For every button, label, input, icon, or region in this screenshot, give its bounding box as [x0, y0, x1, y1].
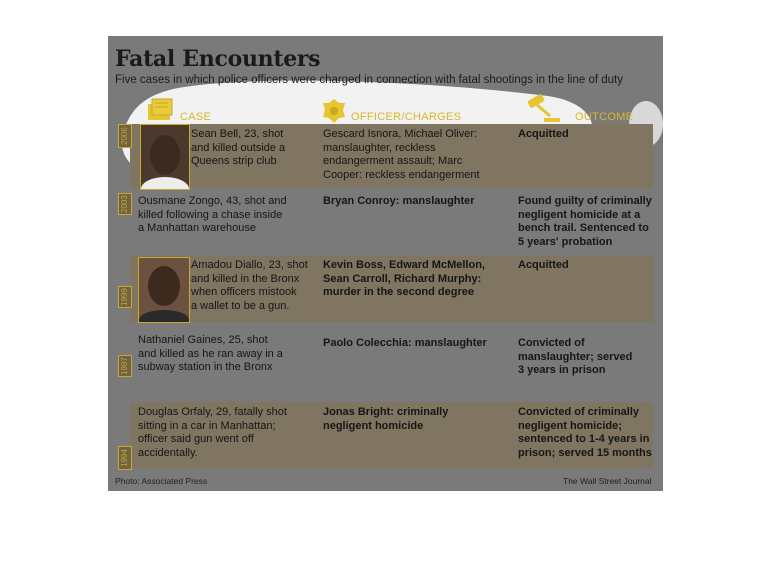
- officer-text: Gescard Isnora, Michael Oliver: manslaughter, reckless endangerment assault; Marc Cooper: reckless endangerment: [323, 128, 480, 181]
- photo-amadou-diallo: [138, 257, 190, 323]
- officer-text: Paolo Colecchia: manslaughter: [323, 337, 487, 349]
- officer-text: Jonas Bright: criminally negligent homicide: [323, 406, 449, 432]
- gavel-icon: [520, 94, 562, 124]
- year-label: 1994: [118, 446, 132, 470]
- source-credit: The Wall Street Journal: [563, 476, 652, 486]
- officer-text: Kevin Boss, Edward McMellon, Sean Carroll, Richard Murphy: murder in the second degree: [323, 259, 485, 299]
- outcome-text: Acquitted: [518, 128, 569, 140]
- outcome-text: Convicted of criminally negligent homicide; sentenced to 1-4 years in prison; served 15 months: [518, 406, 652, 459]
- year-label: 2003: [118, 193, 132, 215]
- year-label: 1997: [118, 355, 132, 377]
- outcome-text: Convicted of manslaughter; served 3 years in prison: [518, 337, 633, 377]
- outcome-text: Found guilty of criminally negligent homicide at a bench trail. Sentenced to 5 years' probation: [518, 195, 652, 248]
- case-folder-icon: [146, 96, 176, 122]
- outcome-text: Acquitted: [518, 259, 569, 271]
- header-officer: OFFICER/CHARGES: [351, 111, 462, 123]
- case-text: Nathaniel Gaines, 25, shot and killed as he ran away in a subway station in the Bronx: [138, 334, 283, 374]
- case-text: Douglas Orfaly, 29, fatally shot sitting in a car in Manhattan; officer said gun went off accidentally.: [138, 406, 287, 459]
- case-text: Amadou Diallo, 23, shot and killed in the Bronx when officers mistook a wallet to be a gun.: [191, 259, 308, 312]
- header-outcome: OUTCOME: [575, 111, 634, 123]
- police-badge-icon: [321, 98, 347, 124]
- photo-sean-bell: [140, 124, 190, 190]
- page-title: Fatal Encounters: [115, 46, 321, 72]
- year-label: 2006: [118, 124, 132, 148]
- header-case: CASE: [180, 111, 212, 123]
- year-label: 1999: [118, 286, 132, 308]
- officer-text: Bryan Conroy: manslaughter: [323, 195, 475, 207]
- case-text: Ousmane Zongo, 43, shot and killed following a chase inside a Manhattan warehouse: [138, 195, 287, 235]
- case-text: Sean Bell, 23, shot and killed outside a Queens strip club: [191, 128, 286, 168]
- photo-credit: Photo: Associated Press: [115, 476, 208, 486]
- page-subtitle: Five cases in which police officers were charged in connection with fatal shootings in the line of duty: [115, 74, 623, 86]
